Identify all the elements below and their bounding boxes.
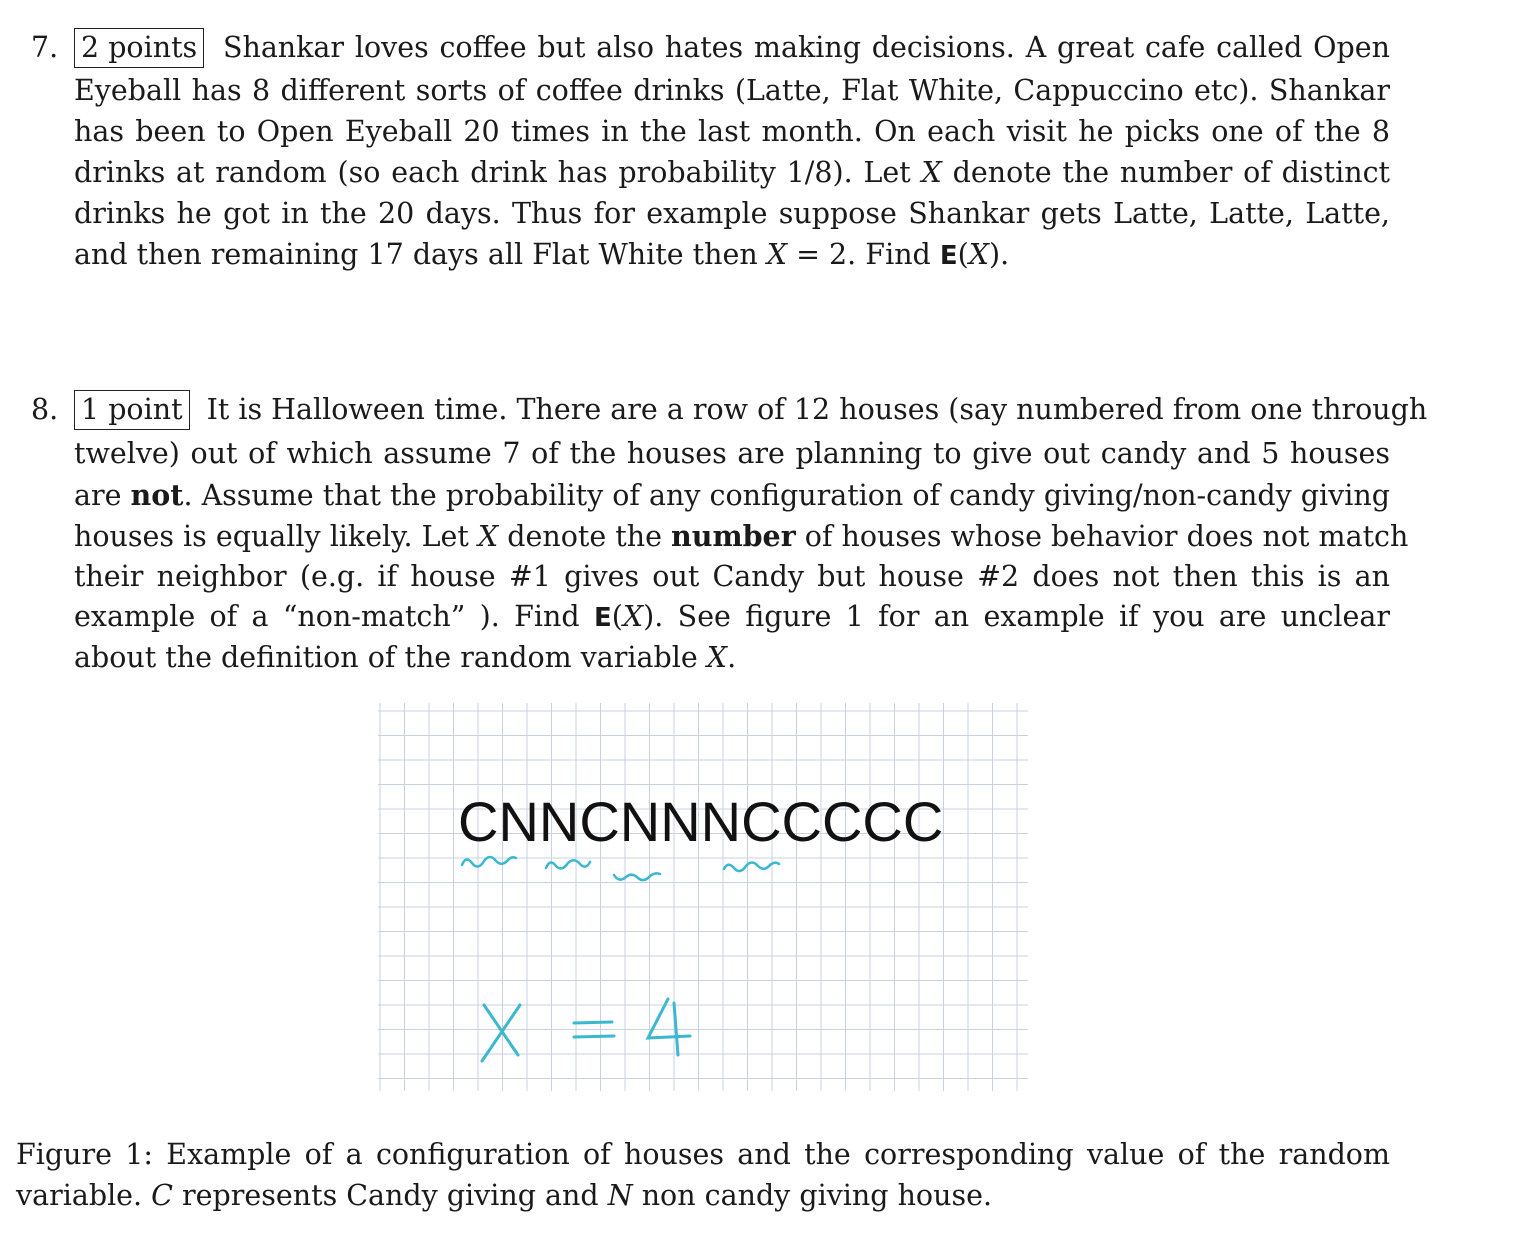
problem-8-line-7: about the definition of the random variable X.: [74, 641, 737, 674]
squiggle-3: [614, 873, 660, 880]
problem-7-line-3: has been to Open Eyeball 20 times in the last month. On each visit he picks one of the 8: [74, 115, 1390, 148]
grid-lines: [378, 703, 1028, 1091]
figure-caption-line-1: Figure 1: Example of a configuration of houses and the corresponding value of the random: [16, 1138, 1390, 1171]
squiggle-4: [724, 863, 779, 872]
problem-8-line-5: their neighbor (e.g. if house #1 gives out Candy but house #2 does not then this is an: [74, 560, 1390, 593]
problem-7-line-4: drinks at random (so each drink has probability 1/8). Let X denote the number of distinct: [74, 156, 1390, 189]
problem-8-line-6: example of a “non-match” ). Find E(X). See figure 1 for an example if you are unclear: [74, 600, 1390, 633]
problem-8-points-box: 1 point: [74, 390, 190, 430]
problem-8-line-4: houses is equally likely. Let X denote the number of houses whose behavior does not match: [74, 519, 1409, 553]
handwritten-four: [648, 999, 690, 1055]
figure-grid-image: [378, 703, 1028, 1091]
problem-7-line-5: drinks he got in the 20 days. Thus for example suppose Shankar gets Latte, Latte, Latte,: [74, 197, 1390, 230]
problem-8-line-2: twelve) out of which assume 7 of the houses are planning to give out candy and 5 houses: [74, 437, 1390, 470]
handwritten-x: [482, 1005, 520, 1061]
problem-8-line-3: are not. Assume that the probability of any configuration of candy giving/non-candy giving: [74, 478, 1390, 512]
problem-8-line-1: 1 point It is Halloween time. There are a row of 12 houses (say numbered from one through: [74, 390, 1390, 430]
problem-7-number: 7.: [31, 31, 59, 64]
squiggle-2: [546, 860, 590, 868]
problem-7-line-2: Eyeball has 8 different sorts of coffee drinks (Latte, Flat White, Cappuccino etc). Shankar: [74, 74, 1390, 107]
problem-8-number: 8.: [31, 393, 59, 426]
problem-7-line-1: 2 points Shankar loves coffee but also hates making decisions. A great cafe called Open: [74, 28, 1390, 68]
sequence-text: CNNCNNNCCCCC: [458, 790, 944, 853]
figure-caption-line-2: variable. C represents Candy giving and N non candy giving house.: [16, 1179, 992, 1212]
problem-7-points-box: 2 points: [74, 28, 204, 68]
figure-1: [378, 703, 1028, 1091]
problem-7-line-6: and then remaining 17 days all Flat White then X = 2. Find E(X).: [74, 238, 1010, 271]
non-match-squiggles: [462, 857, 779, 880]
